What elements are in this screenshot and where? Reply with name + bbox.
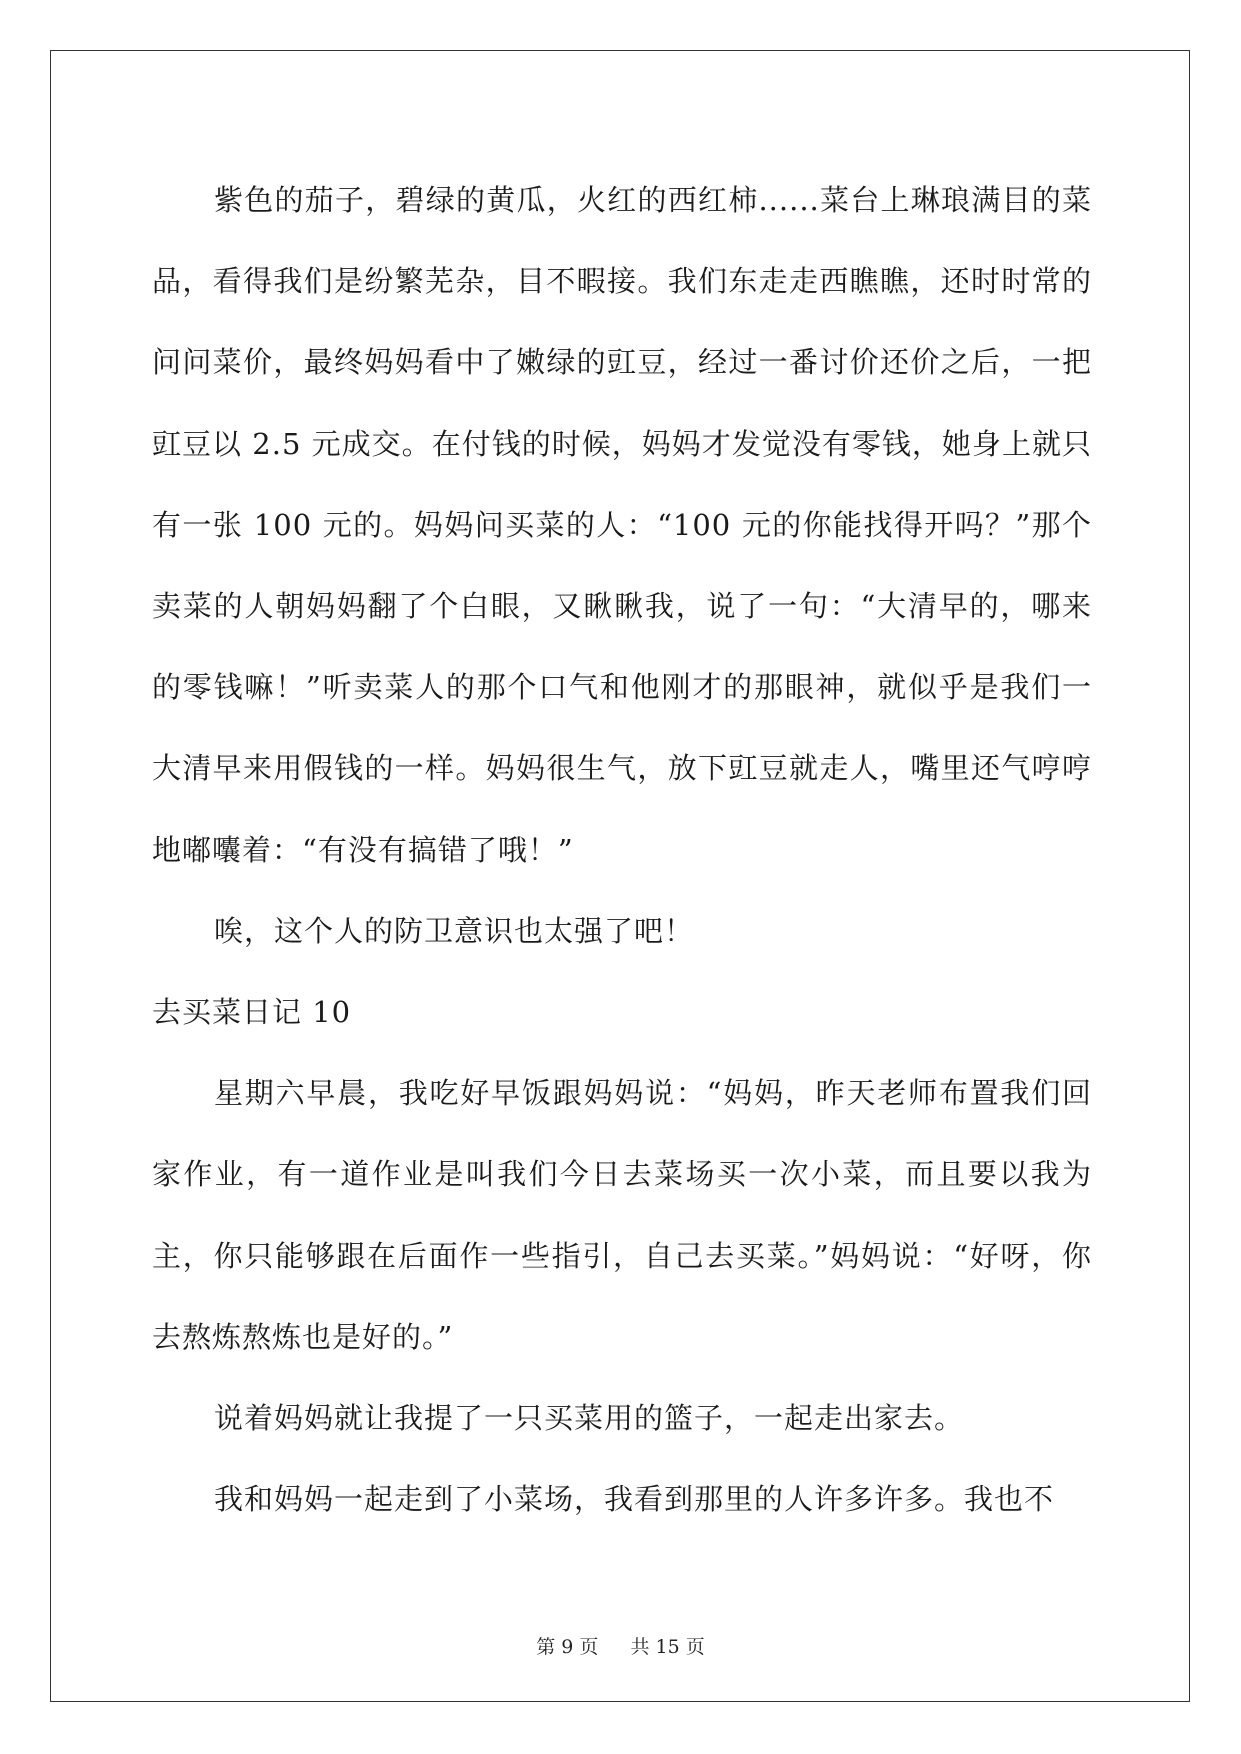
paragraph-3: 星期六早晨，我吃好早饭跟妈妈说：“妈妈，昨天老师布置我们回家作业，有一道作业是叫我们今日去菜场买一次小菜，而且要以我为主，你只能够跟在后面作一些指引，自己去买菜。”妈妈说：“好呀，你去熬炼熬炼也是好的。” <box>152 1076 1092 1354</box>
paragraph-5: 我和妈妈一起走到了小菜场，我看到那里的人许多许多。我也不 <box>214 1482 1055 1517</box>
section-heading: 去买菜日记 10 <box>152 995 352 1030</box>
document-body <box>152 160 1092 1540</box>
page-footer <box>0 1632 1241 1659</box>
page-total: 共 15 页 <box>630 1636 705 1658</box>
page-number: 第 9 页 <box>536 1636 599 1658</box>
paragraph-4: 说着妈妈就让我提了一只买菜用的篮子，一起走出家去。 <box>214 1401 965 1436</box>
paragraph-2: 唉，这个人的防卫意识也太强了吧！ <box>214 913 695 948</box>
paragraph-1: 紫色的茄子，碧绿的黄瓜，火红的西红柿......菜台上琳琅满目的菜品，看得我们是纷繁芜杂，目不暇接。我们东走走西瞧瞧，还时时常的问问菜价，最终妈妈看中了嫩绿的豇豆，经过一番讨价还价之后，一把豇豆以 2.5 元成交。在付钱的时候，妈妈才发觉没有零钱，她身上就只有一张 100 元的。妈妈问买菜的人：“100 元的你能找得开吗？”那个卖菜的人朝妈妈翻了个白眼，又瞅瞅我，说了一句：“大清早的，哪来的零钱嘛！”听卖菜人的那个口气和他刚才的那眼神，就似乎是我们一大清早来用假钱的一样。妈妈很生气，放下豇豆就走人，嘴里还气哼哼地嘟囔着：“有没有搞错了哦！” <box>152 183 1092 867</box>
